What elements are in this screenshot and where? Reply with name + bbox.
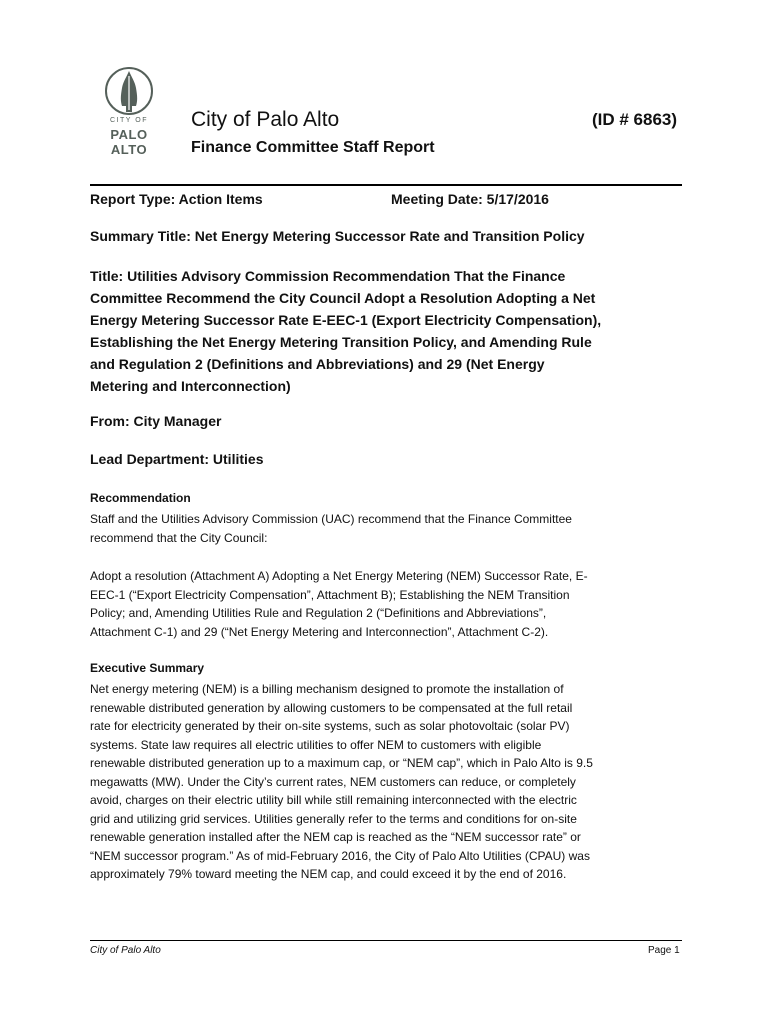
header-divider — [90, 184, 682, 186]
report-type: Report Type: Action Items — [90, 191, 263, 207]
document-title: City of Palo Alto — [191, 108, 340, 131]
paragraph-line: renewable generation installed after the NEM cap is reached as the “NEM successor rate” or — [90, 830, 581, 844]
logo-alto: ALTO — [110, 142, 148, 157]
paragraph-line: Staff and the Utilities Advisory Commission (UAC) recommend that the Finance Committee — [90, 512, 572, 526]
palo-alto-redwood-tree-icon — [104, 66, 154, 116]
paragraph-line: approximately 79% toward meeting the NEM cap, and could exceed it by the end of 2016. — [90, 867, 567, 881]
summary-title: Summary Title: Net Energy Metering Successor Rate and Transition Policy — [90, 228, 585, 244]
meeting-date: Meeting Date: 5/17/2016 — [391, 191, 549, 207]
paragraph-line: Policy; and, Amending Utilities Rule and Regulation 2 (“Definitions and Abbreviations”, — [90, 606, 547, 620]
paragraph-line: renewable distributed generation by allowing customers to be compensated at the full retail — [90, 700, 573, 715]
logo-palo: PALO — [110, 127, 148, 142]
recommendation-heading: Recommendation — [90, 491, 191, 505]
paragraph-line: megawatts (MW). Under the City’s current rates, NEM customers can reduce, or completely — [90, 774, 576, 789]
footer-city: City of Palo Alto — [90, 945, 161, 956]
paragraph-line: EEC-1 (“Export Electricity Compensation”, Attachment B); Establishing the NEM Transition — [90, 587, 570, 602]
from-line: From: City Manager — [90, 413, 222, 429]
footer-divider — [90, 940, 682, 941]
paragraph-line: Attachment C-1) and 29 (“Net Energy Metering and Interconnection”, Attachment C-2). — [90, 624, 549, 639]
report-title — [90, 265, 682, 397]
lead-department: Lead Department: Utilities — [90, 451, 264, 467]
paragraph-line: rate for electricity generated by their on-site systems, such as solar photovoltaic (solar PV) — [90, 719, 570, 733]
paragraph-line: “NEM successor program.” As of mid-February 2016, the City of Palo Alto Utilities (CPAU) was — [90, 848, 590, 863]
executive-summary-heading: Executive Summary — [90, 661, 205, 675]
recommendation-action — [90, 567, 682, 641]
recommendation-intro — [90, 510, 682, 547]
report-title-line: and Regulation 2 (Definitions and Abbreviations) and 29 (Net Energy — [90, 356, 545, 372]
report-title-line: Metering and Interconnection) — [90, 378, 291, 394]
document-id: (ID # 6863) — [592, 110, 678, 129]
logo-city-of: CITY OF — [110, 117, 148, 124]
paragraph-line: avoid, charges on their electric utility bill while still remaining interconnected with the electric — [90, 793, 577, 807]
executive-summary-body — [90, 680, 682, 884]
paragraph-line: systems. State law requires all electric utilities to offer NEM to customers with eligible — [90, 737, 542, 752]
paragraph-line: Adopt a resolution (Attachment A) Adopting a Net Energy Metering (NEM) Successor Rate, E- — [90, 569, 588, 583]
paragraph-line: Net energy metering (NEM) is a billing mechanism designed to promote the installation of — [90, 682, 564, 696]
paragraph-line: recommend that the City Council: — [90, 530, 268, 545]
document-subtitle: Finance Committee Staff Report — [191, 139, 435, 156]
report-title-line: Establishing the Net Energy Metering Transition Policy, and Amending Rule — [90, 334, 592, 350]
report-title-line: Committee Recommend the City Council Adopt a Resolution Adopting a Net — [90, 290, 596, 306]
paragraph-line: grid and utilizing grid services. Utilities generally refer to the terms and conditions for on-site — [90, 811, 577, 826]
page-number: Page 1 — [648, 945, 680, 956]
report-title-line: Energy Metering Successor Rate E-EEC-1 (Export Electricity Compensation), — [90, 312, 602, 328]
report-title-line: Title: Utilities Advisory Commission Recommendation That the Finance — [90, 268, 566, 284]
paragraph-line: renewable distributed generation up to a maximum cap, or “NEM cap”, which in Palo Alto is 9.5 — [90, 756, 593, 770]
city-logo — [104, 66, 154, 160]
